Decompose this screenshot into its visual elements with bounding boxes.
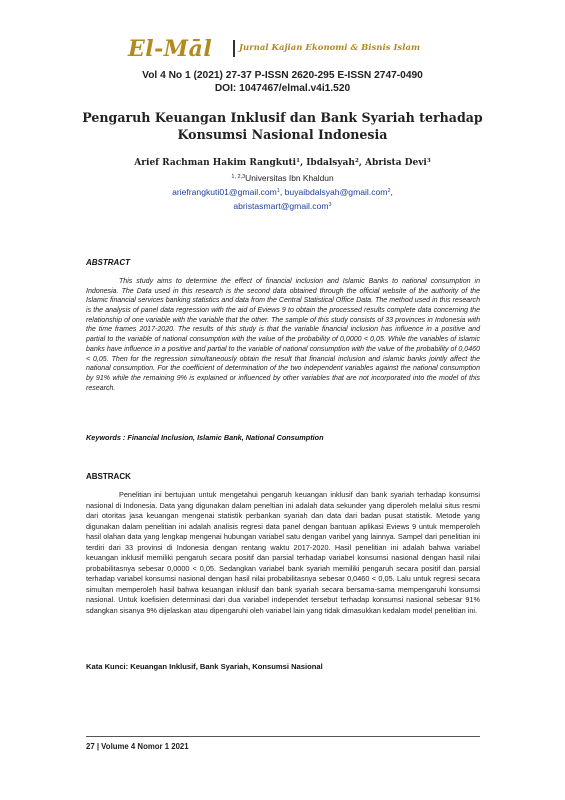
email-link[interactable]: ariefrangkuti01@gmail.com bbox=[172, 187, 277, 197]
journal-logo: El-Māl bbox=[128, 36, 213, 62]
paper-title-line-2: Konsumsi Nasional Indonesia bbox=[177, 127, 388, 142]
author-sup: 2 bbox=[354, 158, 359, 164]
journal-name: Jurnal Kajian Ekonomi & Bisnis Islam bbox=[239, 43, 420, 53]
email-sup: 3 bbox=[328, 202, 332, 208]
header-divider bbox=[233, 40, 235, 57]
volume-issn-line: Vol 4 No 1 (2021) 27-37 P-ISSN 2620-295 E-ISSN 2747-0490 bbox=[142, 70, 423, 81]
email-sup: 2 bbox=[387, 188, 391, 194]
journal-header bbox=[0, 32, 565, 72]
author-name: Arief Rachman Hakim Rangkuti bbox=[134, 158, 297, 168]
keywords-indonesian: Kata Kunci: Keuangan Inklusif, Bank Syariah, Konsumsi Nasional bbox=[86, 662, 323, 671]
abstrak-heading: ABSTRACK bbox=[86, 472, 131, 481]
author-sup: 1 bbox=[296, 158, 300, 164]
paper-title-line-1: Pengaruh Keuangan Inklusif dan Bank Syariah terhadap bbox=[82, 110, 483, 125]
author-name: Ibdalsyah bbox=[306, 158, 355, 168]
author-list: Arief Rachman Hakim Rangkuti$^1$, Ibdalsyah$^2$, Abrista Devi$^3$ bbox=[134, 158, 431, 168]
author-name: Abrista Devi bbox=[365, 158, 427, 168]
email-line-1: ariefrangkuti01@gmail.com$^1$, buyaibdalsyah@gmail.com$^2$, bbox=[172, 187, 393, 197]
abstract-body-indonesian: Penelitian ini bertujuan untuk mengetahui pengaruh keuangan inklusif dan bank syariah terhadap konsumsi nasional di Indonesia. Data yang digunakan dalam peneltian ini adalah data sekunder yang diperoleh melalui situs resmi dari otoritas jasa keuangan mengenai statistik perbankan syariah dan data dari badan pusat statistik. Metode yang digunakan dalam penelitian ini adalah analisis regresi data panel dengan bantuan aplikasi Eviews 9 untuk memperoleh hasil olahan data yang lengkap mengenai hubungan variabel satu dengan varibel yang lainnya. Sampel dari penelitian ini terdiri dari 33 provinsi di Indonesia dengan rentang waktu 2017-2020. Hasil penelitian ini adalah bahwa variabel keuangan inklusif memiliki pengaruh secara positif dan parsial terhadap variabel konsumsi nasional dengan hasil nilai probabilitasnya sebesar 0,0000 < 0,05. Sedangkan variabel bank syariah memiliki pengaruh secara positif dan parsial terhadap variabel konsumsi nasional dengan hasil nilai probabilitasnya sebesar 0,0460 < 0,05. Lalu untuk regresi secara simultan memperoleh hasil bahwa keuangan inklusif dan bank syariah secara bersama-sama mempengaruhi konsumsi nasional. Untuk koefisien determinasi dari dua variabel independet tersebut terhadap konsumsi nasional sebesar 91% sdangkan sisanya 9% dijelaskan atau dipengaruhi oleh variabel lain yang tidak dimasukkan kedalam model penelitian ini. bbox=[86, 490, 480, 615]
keywords-english: Keywords : Financial Inclusion, Islamic Bank, National Consumption bbox=[86, 433, 324, 442]
email-line-2 bbox=[0, 201, 565, 211]
page-footer: 27 | Volume 4 Nomor 1 2021 bbox=[86, 742, 189, 751]
affiliation bbox=[0, 173, 565, 183]
abstract-body-english: This study aims to determine the effect of financial inclusion and Islamic Banks to national consumption in Indonesia. The Data used in this research is the second data obtained through the official website of the authority of the Islamic financial services banking statistics and data from the Central Statistical Office Data. The method used in this research is the analysis of panel data regression with the aid of Eviews 9 to obtain the processed results complete data concerning the relationship of one variable with the variable that the other. The sample of this study consists of 33 provinces in Indonesia with the time frames 2017-2020. The results of this study is that the variable financial inclusion has influence in a positive and partial to the variable of national consumption with the value of the probability of 0,0000 < 0,05. While the variables of islamic banks have influence in a positive and partial to the variable of national consumption with the value of the probability of 0,0460 < 0,05. Then for the regression simultaneously obtain the result that financial inclusion and islamic banks jointly affect the national consumption. For the coefficient of determination of the two independent variables against the national consumption by 91% while the remaining 9% is explained or influenced by other variables that are not incorporated into the model of this research. bbox=[86, 278, 480, 392]
affiliation-sup: 1, 2,3 bbox=[231, 174, 246, 180]
affiliation-name: Universitas Ibn Khaldun bbox=[245, 173, 334, 183]
doi-line: DOI: 1047467/elmal.v4i1.520 bbox=[214, 83, 351, 94]
email-link[interactable]: abristasmart@gmail.com bbox=[233, 201, 329, 211]
abstract-heading: ABSTRACT bbox=[86, 258, 130, 267]
email-sup: 1 bbox=[276, 188, 280, 194]
email-link[interactable]: buyaibdalsyah@gmail.com bbox=[284, 187, 388, 197]
footer-rule bbox=[86, 736, 480, 737]
author-sup: 3 bbox=[426, 158, 431, 164]
